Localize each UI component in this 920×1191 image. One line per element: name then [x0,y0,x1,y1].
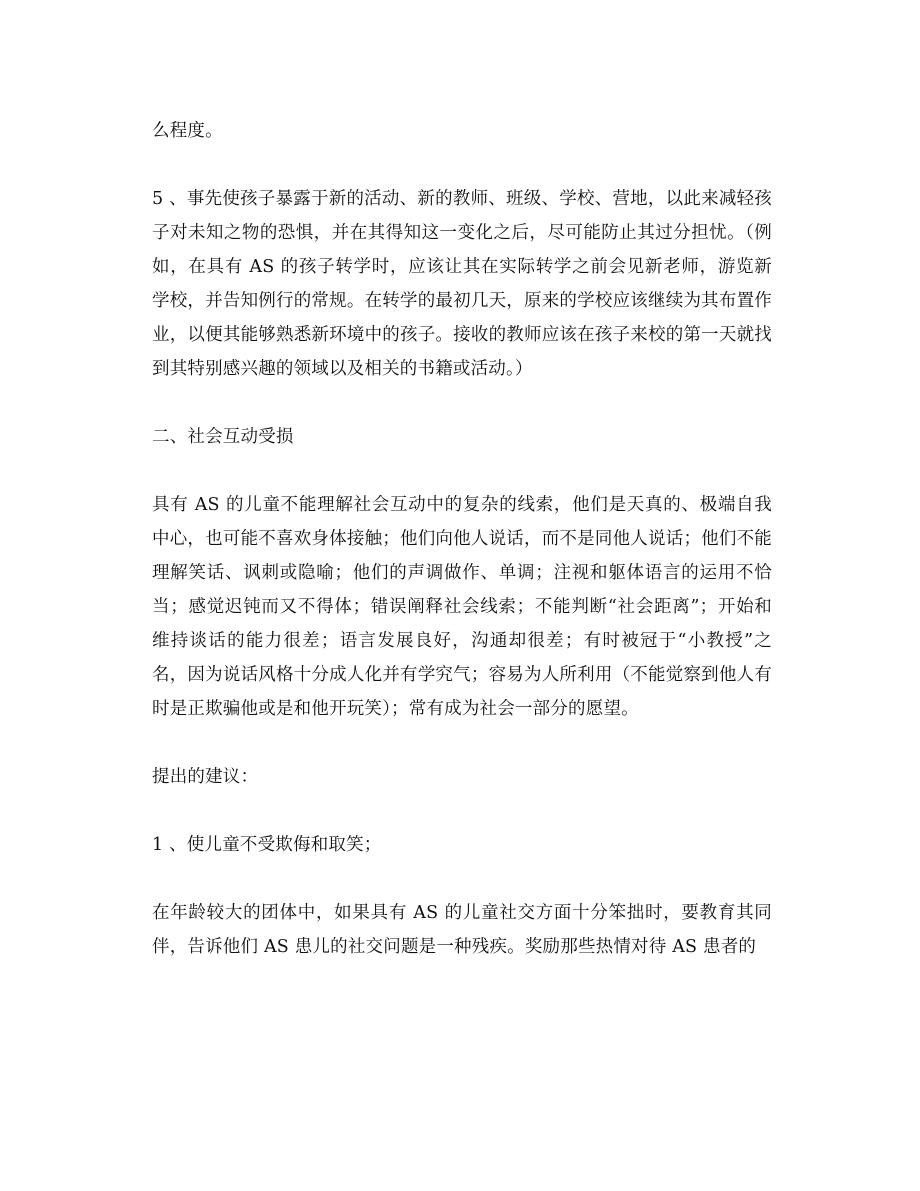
paragraph-spacer [152,794,772,828]
document-body [152,114,772,964]
paragraph-spacer [152,148,772,182]
paragraph-suggestion-1: 1 、使儿童不受欺侮和取笑； [152,835,382,855]
paragraph-spacer [152,726,772,760]
paragraph-spacer [152,862,772,896]
paragraph-suggestion-5: 5 、事先使孩子暴露于新的活动、新的教师、班级、学校、营地，以此来减轻孩子对未知之物的恐惧，并在其得知这一变化之后，尽可能防止其过分担忧。（例如，在具有 AS 的孩子转学时，应该让其在实际转学之前会见新老师，游览新学校，并告知例行的常规。在转学的最初几天，原来的学校应该继续为其布置作业，以便其能够熟悉新环境中的孩子。接收的教师应该在孩子来校的第一天就找到其特别感兴趣的领域以及相关的书籍或活动。） [152,189,772,379]
section-heading-social-interaction: 二、社会互动受损 [152,427,294,447]
paragraph-continuation: 么程度。 [152,121,223,141]
paragraph-spacer [152,386,772,420]
paragraph-social-interaction-description: 具有 AS 的儿童不能理解社会互动中的复杂的线索，他们是天真的、极端自我中心，也可能不喜欢身体接触；他们向他人说话，而不是同他人说话；他们不能理解笑话、讽刺或隐喻；他们的声调做作、单调；注视和躯体语言的运用不恰当；感觉迟钝而又不得体；错误阐释社会线索；不能判断“社会距离”；开始和维持谈话的能力很差；语言发展良好，沟通却很差；有时被冠于“小教授”之名，因为说话风格十分成人化并有学究气；容易为人所利用（不能觉察到他人有时是正欺骗他或是和他开玩笑）；常有成为社会一部分的愿望。 [152,495,772,719]
paragraph-spacer [152,454,772,488]
paragraph-suggestions-heading: 提出的建议： [152,767,259,787]
paragraph-peer-education: 在年龄较大的团体中，如果具有 AS 的儿童社交方面十分笨拙时，要教育其同伴，告诉他们 AS 患儿的社交问题是一种残疾。奖励那些热情对待 AS 患者的 [152,903,772,957]
